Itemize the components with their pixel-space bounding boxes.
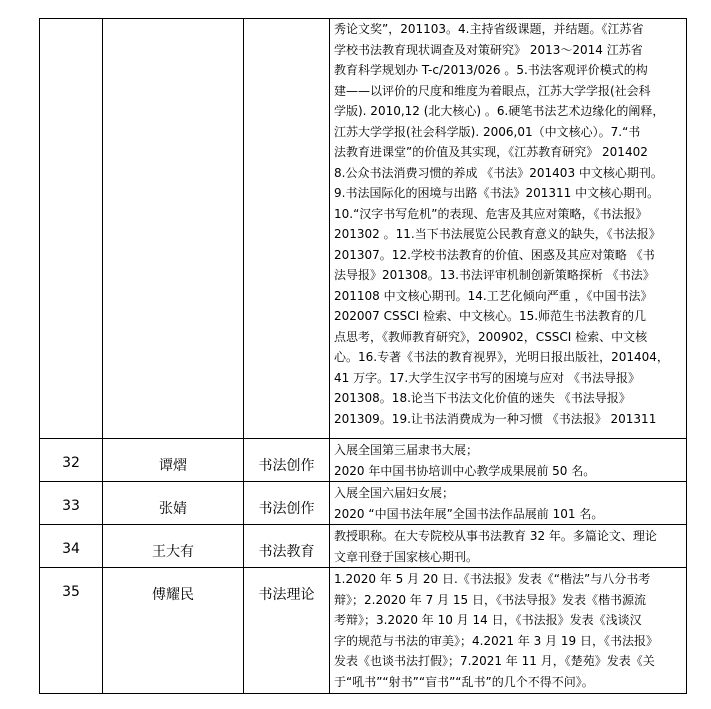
field-of-work bbox=[244, 19, 330, 439]
table-row bbox=[40, 568, 687, 694]
achievement-line: 41 万字。17.大学生汉字书写的困境与应对 《书法导报》 bbox=[334, 370, 640, 385]
row-number: 32 bbox=[40, 439, 103, 482]
person-name: 王大有 bbox=[103, 525, 244, 568]
achievements-cell bbox=[330, 439, 687, 482]
achievement-line: 字的规范与书法的审美》；4.2021 年 3 月 19 日，《书法报》 bbox=[334, 633, 658, 648]
achievement-line: 教育科学规划办 T-c/2013/026 。5.书法客观评价模式的构 bbox=[334, 63, 648, 77]
achievement-line: 201307。12.学校书法教育的价值、困惑及其应对策略 《书 bbox=[334, 247, 655, 262]
faculty-table bbox=[39, 18, 687, 694]
achievement-line: 发表《也谈书法打假》；7.2021 年 11 月，《楚苑》发表《关 bbox=[334, 654, 655, 668]
achievements-cell bbox=[330, 525, 687, 568]
achievement-line: 文章刊登于国家核心期刊。 bbox=[334, 549, 479, 564]
field-of-work: 书法创作 bbox=[244, 482, 330, 525]
field-of-work: 书法教育 bbox=[244, 525, 330, 568]
row-number bbox=[40, 19, 103, 439]
achievement-line: 201308。18.论当下书法文化价值的迷失 《书法导报》 bbox=[334, 391, 631, 405]
table-row bbox=[40, 439, 687, 482]
achievement-line: 10.“汉字书写危机”的表现、危害及其应对策略，《书法报》 bbox=[334, 206, 648, 221]
achievement-line: 学校书法教育现状调查及对策研究》 2013～2014 江苏省 bbox=[334, 42, 643, 57]
field-of-work: 书法创作 bbox=[244, 439, 330, 482]
achievement-line: 201309。19.让书法消费成为一种习惯 《书法报》 201311 bbox=[334, 411, 657, 426]
person-name: 谭熠 bbox=[103, 439, 244, 482]
achievement-line: 法导报》201308。13.书法评审机制创新策略探析 《书法》 bbox=[334, 268, 655, 282]
achievement-line: 201302 。11.当下书法展览公民教育意义的缺失，《书法报》 bbox=[334, 227, 661, 241]
achievement-line: 秀论文奖”，201103。4.主持省级课题，并结题。《江苏省 bbox=[334, 22, 644, 36]
achievement-line: 考辩》；3.2020 年 10 月 14 日，《书法报》发表《浅谈汉 bbox=[334, 613, 642, 627]
row-number: 34 bbox=[40, 525, 103, 568]
table-row bbox=[40, 482, 687, 525]
achievements-cell bbox=[330, 568, 687, 694]
achievement-line: 入展全国六届妇女展； bbox=[334, 486, 455, 500]
achievement-line: 202007 CSSCI 检索、中文核心。15.师范生书法教育的几 bbox=[334, 309, 647, 323]
achievement-line: 入展全国第三届隶书大展； bbox=[334, 443, 479, 457]
achievements-cell bbox=[330, 482, 687, 525]
achievement-line: 201108 中文核心期刊。14.工艺化倾向严重 ，《中国书法》 bbox=[334, 288, 653, 303]
achievement-line: 8.公众书法消费习惯的养成 《书法》201403 中文核心期刊。 bbox=[334, 165, 663, 180]
achievement-line: 2020 年中国书协培训中心教学成果展前 50 名。 bbox=[334, 463, 596, 478]
row-number: 33 bbox=[40, 482, 103, 525]
row-number: 35 bbox=[40, 568, 103, 694]
achievement-line: 2020 “中国书法年展”全国书法作品展前 101 名。 bbox=[334, 506, 604, 521]
achievement-line: 法教育进课堂”的价值及其实现，《江苏教育研究》 201402 bbox=[334, 145, 648, 159]
achievement-line: 9.书法国际化的困境与出路《书法》201311 中文核心期刊。 bbox=[334, 186, 660, 200]
achievement-line: 点思考，《教师教育研究》，200902，CSSCI 检索、中文核 bbox=[334, 329, 648, 344]
achievement-line: 辩》；2.2020 年 7 月 15 日，《书法导报》发表《楷书源流 bbox=[334, 592, 646, 607]
achievement-line: 教授职称。在大专院校从事书法教育 32 年。多篇论文、理论 bbox=[334, 529, 657, 543]
achievement-line: 建——以评价的尺度和维度为着眼点，江苏大学学报(社会科 bbox=[334, 83, 651, 98]
table-row bbox=[40, 525, 687, 568]
achievements-cell bbox=[330, 19, 687, 439]
person-name: 张婧 bbox=[103, 482, 244, 525]
field-of-work: 书法理论 bbox=[244, 568, 330, 694]
person-name: 傅耀民 bbox=[103, 568, 244, 694]
achievement-line: 于“吼书”“射书”“盲书”“乱书”的几个不得不问》。 bbox=[334, 674, 594, 689]
person-name bbox=[103, 19, 244, 439]
achievement-line: 学版). 2010,12 (北大核心) 。6.硬笔书法艺术边缘化的阐释， bbox=[334, 104, 665, 118]
achievement-line: 1.2020 年 5 月 20 日.《书法报》发表《“楷法”与八分书考 bbox=[334, 572, 651, 586]
achievement-line: 心。16.专著《书法的教育视界》，光明日报出版社，201404， bbox=[334, 350, 669, 364]
achievement-line: 江苏大学学报(社会科学版). 2006,01（中文核心）。7.“书 bbox=[334, 124, 641, 139]
table-row bbox=[40, 19, 687, 439]
